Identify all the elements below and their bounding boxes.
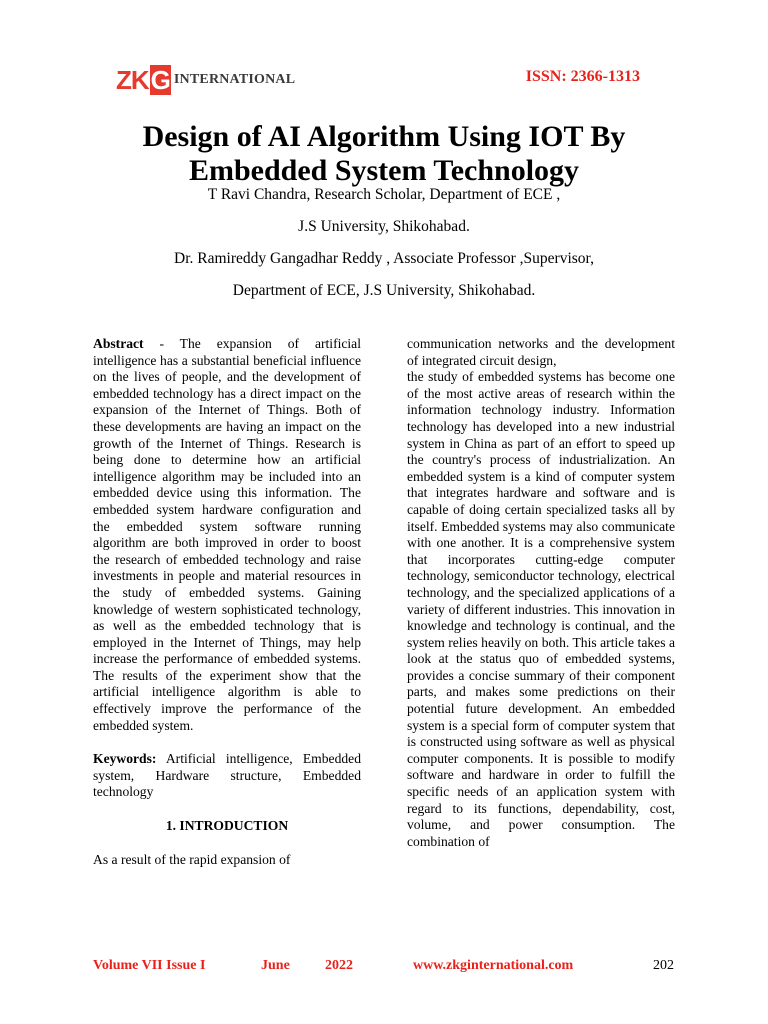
right-column (407, 336, 675, 850)
paper-title (0, 120, 768, 188)
title-line-1: Design of AI Algorithm Using IOT By (142, 120, 626, 153)
page-number: 202 (653, 958, 674, 973)
abstract-paragraph (93, 336, 361, 734)
title-line-2: Embedded System Technology (188, 154, 580, 187)
author-line: J.S University, Shikohabad. (298, 218, 470, 235)
section-heading-introduction: 1. INTRODUCTION (165, 818, 289, 834)
logo-text: INTERNATIONAL (173, 72, 296, 87)
author-line: Department of ECE, J.S University, Shikohabad. (232, 282, 536, 299)
keywords-paragraph (93, 751, 361, 801)
logo-mark: ZKG (116, 65, 170, 95)
author-line: Dr. Ramireddy Gangadhar Reddy , Associate Professor ,Supervisor, (174, 250, 594, 267)
footer-year: 2022 (325, 958, 353, 973)
introduction-text: As a result of the rapid expansion of (93, 851, 291, 867)
footer-website-link[interactable]: www.zkginternational.com (413, 958, 574, 973)
abstract-text: - The expansion of artificial intelligence has a substantial beneficial influence on the lives of people, and the development of embedded technology has a direct impact on the expansion of the Internet of Things. Both of these developments are having an impact on the growth of the Internet of Things. Research is being done to determine how an artificial intelligence algorithm may be included into an embedded device using this information. The embedded system hardware configuration and the embedded system software running algorithm are both improved in order to boost the research of embedded technology and raise investments in people and material resources in the study of embedded systems. Gaining knowledge of western sophisticated technology, as well as the embedded technology that is employed in the Internet of Things, may help increase the performance of embedded systems. The results of the experiment show that the artificial intelligence algorithm is able to effectively improve the performance of the embedded system. (93, 336, 361, 733)
abstract-label: Abstract (93, 336, 144, 351)
issn-label: ISSN: 2366-1313 (525, 68, 640, 85)
keywords-label: Keywords: (93, 751, 157, 767)
right-paragraph-1: communication networks and the development of integrated circuit design, (407, 336, 675, 368)
left-column (93, 336, 361, 868)
keywords-text: Artificial intelligence, Embedded system, Hardware structure, Embedded technology (93, 751, 361, 800)
footer-month: June (261, 958, 290, 973)
author-block (0, 186, 768, 314)
right-paragraph-2: the study of embedded systems has become one of the most active areas of research within the information technology industry. Information technology has developed into a new industrial system in China as part of an effort to speed up the country's process of industrialization. An embedded system is a kind of computer system that integrates hardware and software and is capable of doing certain specialized tasks all by itself. Embedded systems may also communicate with one another. It is a comprehensive system that incorporates cutting-edge computer technology, semiconductor technology, electrical technology, and the specialized applications of a variety of different industries. This innovation in knowledge and technology is continual, and the system relies heavily on both. This article takes a look at the status quo of embedded systems, provides a concise summary of their component parts, and makes some predictions on their potential future development. An embedded system is a special form of computer system that is constructed using software as well as physical computer components. It is possible to modify software and hardware in order to fulfill the specific needs of an application system with regard to its functions, dependability, cost, volume, and power consumption. The combination of (407, 369, 675, 849)
journal-logo (116, 66, 295, 94)
footer-volume: Volume VII Issue I (93, 958, 206, 973)
author-line: T Ravi Chandra, Research Scholar, Department of ECE , (207, 186, 561, 203)
